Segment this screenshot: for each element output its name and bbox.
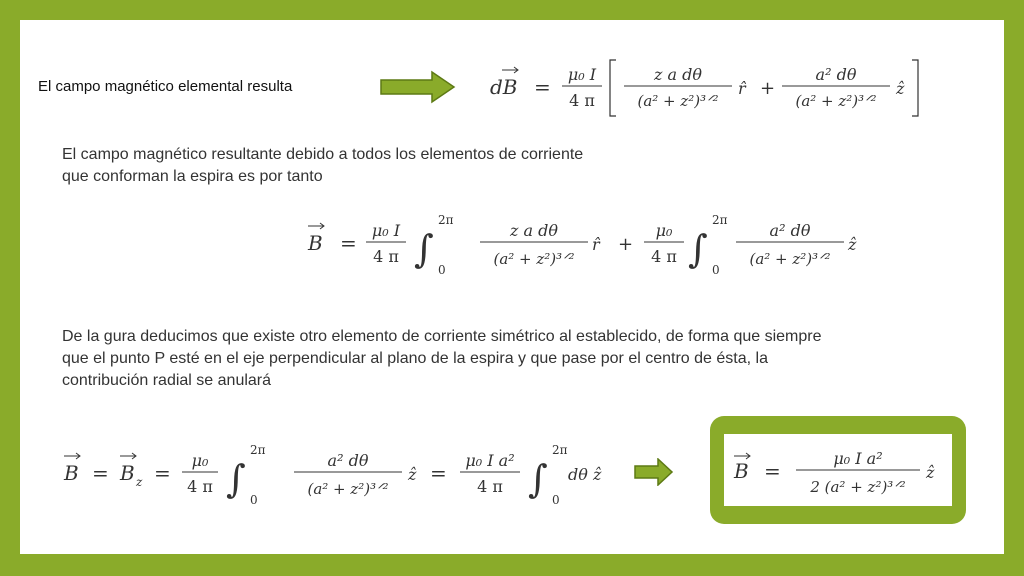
eq2-t1-num: z a dθ [509,221,559,240]
eq3-integral-1: ∫ [226,457,246,501]
eq3-bz-sub: z [136,475,143,489]
result-inner-panel [724,434,952,506]
eq3-int2-lower: 0 [552,493,560,507]
paragraph-resultante-line1: El campo magnético resultante debido a todos los elementos de corriente [62,146,584,163]
eq3-c1-num: μ₀ [191,451,209,470]
equation-elemental-field [488,56,928,122]
eq3-int1-upper: 2π [250,443,266,457]
eq1-t2-vec: ẑ [896,79,905,98]
eq1-t2-num: a² dθ [815,65,857,84]
eq4-lhs: B [734,459,749,483]
eq2-int1-upper: 2π [438,213,454,227]
eq3-equals-1: = [92,461,109,485]
eq2-t1-vec: r̂ [592,235,600,254]
paragraph-gura-line1: De la gura deducimos que existe otro elemento de corriente simétrico al establecido, de forma que siempre [62,328,822,345]
slide [20,20,1004,554]
eq2-int1-lower: 0 [438,263,446,277]
eq2-integral-1: ∫ [414,227,434,271]
label-elemental: El campo magnético elemental resulta [38,78,293,95]
eq1-coef-den: 4 π [569,91,595,110]
eq1-equals: = [534,75,551,99]
right-arrow-icon [634,458,674,486]
eq2-c2-num: μ₀ [655,221,673,240]
paragraph-gura-line3: contribución radial se anulará [62,372,272,389]
eq3-tail: dθ ẑ [568,465,602,484]
eq1-t1-num: z a dθ [653,65,703,84]
eq2-c1-den: 4 π [373,247,399,266]
eq1-t1-vec: r̂ [738,79,746,98]
eq2-c1-num: μ₀ I [371,221,401,240]
eq2-t2-num: a² dθ [769,221,811,240]
eq3-equals-3: = [430,461,447,485]
paragraph-gura-line2: que el punto P esté en el eje perpendicular al plano de la espira y que pase por el centro de ésta, la [62,350,768,367]
right-arrow-icon [380,70,456,104]
result-highlight-box [710,416,966,524]
eq3-bz: B [120,461,135,485]
eq1-lhs: dB [490,75,518,99]
eq3-c1-den: 4 π [187,477,213,496]
eq3-int1-lower: 0 [250,493,258,507]
eq3-equals-2: = [154,461,171,485]
equation-final-result [724,434,952,506]
eq2-plus: + [618,234,634,255]
eq2-lhs: B [308,231,323,255]
eq3-int2-upper: 2π [552,443,568,457]
eq2-equals: = [340,231,357,255]
paragraph-resultante [62,144,762,188]
eq4-equals: = [764,459,781,483]
eq1-plus: + [760,78,776,99]
eq2-c2-den: 4 π [651,247,677,266]
equation-axial-field [60,438,620,508]
eq2-t1-den: (a² + z²)³ᐟ² [493,250,575,268]
eq3-integral-2: ∫ [528,457,548,501]
paragraph-gura [62,326,992,392]
eq1-coef-num: μ₀ I [567,65,597,84]
eq2-t2-den: (a² + z²)³ᐟ² [749,250,831,268]
eq2-t2-vec: ẑ [848,235,857,254]
eq2-int2-upper: 2π [712,213,728,227]
eq2-int2-lower: 0 [712,263,720,277]
eq1-t1-den: (a² + z²)³ᐟ² [637,92,719,110]
eq3-t1-vec: ẑ [408,465,417,484]
eq4-vec: ẑ [926,463,935,482]
equation-resultant-field [304,208,864,278]
eq3-t1-den: (a² + z²)³ᐟ² [307,480,389,498]
eq3-c2-num: μ₀ I a² [465,451,515,470]
eq2-integral-2: ∫ [688,227,708,271]
eq3-t1-num: a² dθ [327,451,369,470]
paragraph-resultante-line2: que conforman la espira es por tanto [62,168,323,185]
eq4-den: 2 (a² + z²)³ᐟ² [810,478,906,496]
eq3-lhs: B [64,461,79,485]
eq1-t2-den: (a² + z²)³ᐟ² [795,92,877,110]
eq4-num: μ₀ I a² [833,449,883,468]
eq3-c2-den: 4 π [477,477,503,496]
